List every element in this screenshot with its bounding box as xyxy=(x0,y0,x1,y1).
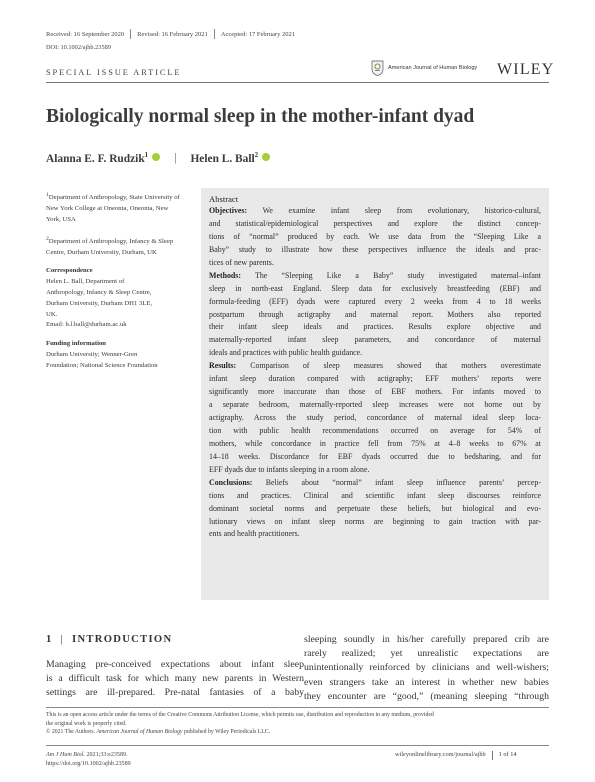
abstract-panel xyxy=(201,188,549,600)
body-line: unintentionally reinforced by clinicians and well-wishers; xyxy=(304,662,549,674)
section-number: 1 xyxy=(46,634,53,645)
body-column-left xyxy=(46,658,304,701)
author-name[interactable]: Helen L. Ball$^2$ xyxy=(190,151,259,165)
article-type-label: SPECIAL ISSUE ARTICLE xyxy=(46,68,182,77)
funding-heading: Funding information xyxy=(46,340,107,348)
journal-logo: American Journal of Human Biology xyxy=(388,65,478,71)
abstract-line: Methods: The “Sleeping Like a Baby” study investigated maternal–infant xyxy=(209,270,541,280)
abstract-line: and statistical/epidemiological perspectives and explore the distinct concep- xyxy=(209,218,541,228)
doi-link[interactable]: https://doi.org/10.1002/ajhb.23589 xyxy=(46,761,131,767)
orcid-icon[interactable] xyxy=(152,153,160,161)
body-line: even strangers take an interest in whether new babies xyxy=(304,676,549,688)
license-notice xyxy=(46,711,549,737)
author-separator: | xyxy=(174,151,177,164)
body-line: settings are ill-prepared. Pre-natal fantasies of a baby xyxy=(46,687,304,699)
funding-line: Foundation; National Science Foundation xyxy=(46,361,158,369)
body-line: Managing pre-conceived expectations about infant sleep xyxy=(46,659,304,670)
abstract-line: maternally-reported infant sleep parameters, and concordance of maternal xyxy=(209,335,541,345)
abstract-line: postpartum through actigraphy and maternal report. Mothers also reported xyxy=(209,309,541,319)
author-name[interactable]: Alanna E. F. Rudzik$^1$ xyxy=(46,151,149,165)
journal-website-link[interactable]: wileyonlinelibrary.com/journal/ajhb xyxy=(395,751,486,758)
body-line: sleeping soundly in his/her carefully prepared crib are xyxy=(304,634,549,645)
abstract-line: sleep in north-east England. Sleep data for exclusively breastfeeding (EBF) and xyxy=(209,283,541,293)
abstract-line: tices of new parents. xyxy=(209,257,274,267)
affiliation: $^1$Department of Anthropology, State University of New York College at Oneonta, Oneonta, New York, USA xyxy=(46,192,180,223)
abstract-line: Results: Comparison of sleep measures showed that mothers overestimate xyxy=(209,361,541,371)
correspondence-line: Durham University, Durham DH1 3LE, xyxy=(46,299,153,307)
abstract-line: lutionary views on infant sleep norms are beginning to gain traction with par- xyxy=(209,516,541,526)
publisher-logo: WILEY xyxy=(497,61,555,78)
section-heading xyxy=(46,634,172,645)
article-title: Biologically normal sleep in the mother-infant dyad xyxy=(46,106,475,127)
abstract-line: tions of “normal” produced by each. We use data from the “Sleeping Like a xyxy=(209,231,541,241)
abstract-line: mothers, while concordance in practice fell from 75% at 4–8 weeks to 67% at xyxy=(209,438,541,448)
correspondence-line: Anthropology, Infancy & Sleep Centre, xyxy=(46,289,152,297)
license-line: This is an open access article under the terms of the Creative Commons Attribution License, which permits use, distribution and reproduction in any medium, provided xyxy=(46,712,434,718)
page-footer-right xyxy=(395,751,517,760)
abstract-heading: Abstract xyxy=(209,194,239,204)
abstract-line: their infant sleep ideals and practices. Results explore objective and xyxy=(209,322,541,332)
date-divider xyxy=(130,29,131,39)
abstract-line: ents and health practitioners. xyxy=(209,529,300,539)
abstract-line: tions and practices. Clinical and scientific infant sleep discourses reinforce xyxy=(209,490,541,500)
doi[interactable]: DOI: 10.1002/ajhb.23589 xyxy=(46,44,111,51)
date-divider xyxy=(214,29,215,39)
copyright-line: © 2021 The Authors. American Journal of Human Biology published by Wiley Periodicals LLC. xyxy=(46,729,271,736)
abstract-section-label: Methods: xyxy=(209,270,241,280)
page-number: 1 of 14 xyxy=(498,751,517,758)
abstract-body xyxy=(209,205,541,541)
journal-seal-icon xyxy=(370,60,385,76)
abstract-section-label: Objectives: xyxy=(209,206,248,215)
email-link[interactable]: Email: h.l.ball@durham.ac.uk xyxy=(46,321,127,329)
article-info-column xyxy=(46,190,181,380)
body-line: they encounter are “good,” (meaning sleeping “through xyxy=(304,690,549,702)
body-line: rarely realized; yet unrealistic expectations are xyxy=(304,648,549,660)
abstract-line: Objectives: We examine infant sleep from evolutionary, historico-cultural, xyxy=(209,206,541,215)
correspondence xyxy=(46,266,181,331)
abstract-line: tion with public health recommendations occurred on average for 54% of xyxy=(209,425,541,435)
abstract-line: 14–18 weeks. Discordance for EBF dyads occurred due to bedsharing, and for xyxy=(209,451,541,461)
correspondence-line: UK. xyxy=(46,310,58,318)
abstract-section-label: Results: xyxy=(209,361,237,371)
revised-date: Revised: 16 February 2021 xyxy=(137,30,208,38)
abstract-line: ideals and practices with public health guidance. xyxy=(209,348,363,358)
abstract-line: Conclusions: Beliefs about “normal” infant sleep influence parents’ percep- xyxy=(209,477,541,487)
correspondence-heading: Correspondence xyxy=(46,267,93,275)
license-line: the original work is properly cited. xyxy=(46,720,127,727)
abstract-line: EFF dyads due to infants sleeping in a room alone. xyxy=(209,464,370,474)
section-title: INTRODUCTION xyxy=(72,634,173,645)
abstract-line: formula-feeding (EFF) dyads were captured every 2 weeks from 4 to 18 weeks xyxy=(209,296,541,306)
orcid-icon[interactable] xyxy=(262,153,270,161)
accepted-date: Accepted: 17 February 2021 xyxy=(220,30,295,38)
abstract-line: actigraphy. Across the study period, concordance of maternal ideal sleep loca- xyxy=(209,413,541,422)
abstract-line: Baby” study to illustrate how these perspectives influence the ideals and prac- xyxy=(209,244,541,254)
abstract-section-label: Conclusions: xyxy=(209,477,253,487)
citation-line: Am J Hum Biol. 2021;33:e23589. xyxy=(46,752,128,758)
footnote-divider xyxy=(46,707,549,708)
body-column-right xyxy=(304,633,549,704)
abstract-line: dominant societal norms and perpetuate these beliefs, but biological and evo- xyxy=(209,503,541,513)
funding-information xyxy=(46,339,181,371)
article-dates xyxy=(46,29,301,39)
citation-footer xyxy=(46,751,131,769)
funding-line: Durham University; Wenner-Gren xyxy=(46,351,138,359)
abstract-line: significantly more inaccurate than those of EBF mothers. For infants moved to xyxy=(209,387,541,397)
body-line: is a difficult task for which many new parents in Western xyxy=(46,673,304,685)
abstract-line: a separate bedroom, maternally-reported sleep increases were not borne out by xyxy=(209,400,541,410)
section-separator: | xyxy=(60,634,65,645)
affiliation: $^2$Department of Anthropology, Infancy & Sleep Centre, Durham University, Durham, UK xyxy=(46,235,174,256)
author-list xyxy=(46,151,270,165)
footer-divider xyxy=(46,745,549,746)
abstract-line: infant sleep duration compared with actigraphy; EFF mothers’ reports were xyxy=(209,374,541,384)
received-date: Received: 16 September 2020 xyxy=(46,30,125,38)
footer-separator xyxy=(492,751,493,760)
header-divider xyxy=(46,82,549,83)
correspondence-line: Helen L. Ball, Department of xyxy=(46,278,125,286)
